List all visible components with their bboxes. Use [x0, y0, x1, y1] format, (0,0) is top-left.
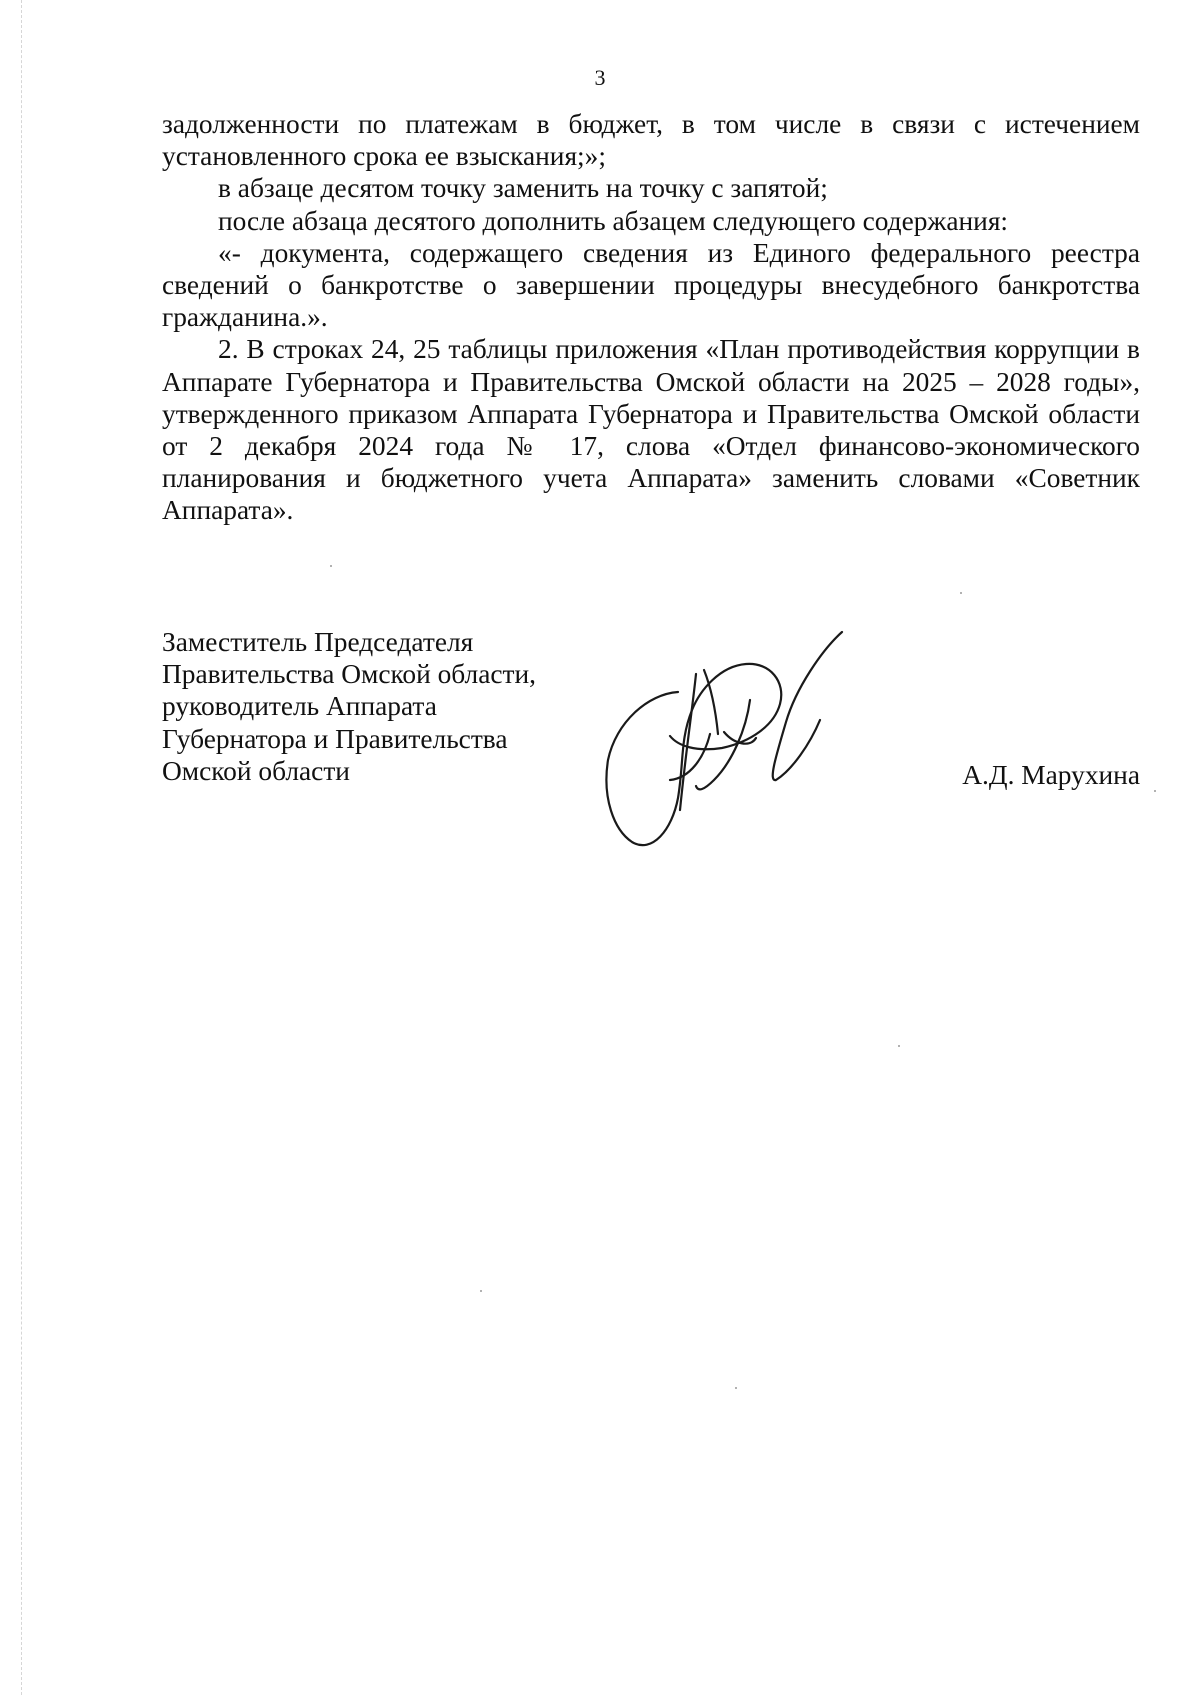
signatory-title — [162, 626, 582, 787]
scan-speck — [330, 565, 332, 567]
scan-speck — [898, 1045, 900, 1047]
signer-name: А.Д. Марухина — [962, 760, 1140, 790]
signatory-line: руководитель Аппарата — [162, 691, 437, 722]
document-body — [162, 108, 1140, 527]
paragraph-amendment-2: после абзаца десятого дополнить абзацем следующего содержания: — [218, 205, 1009, 236]
signatory-line: Заместитель Председателя — [162, 627, 474, 657]
scan-edge-line — [21, 0, 22, 1695]
scan-speck — [735, 1387, 737, 1389]
paragraph-amendment-1: в абзаце десятом точку заменить на точку с запятой; — [218, 173, 828, 204]
scan-speck — [480, 1290, 482, 1292]
scan-speck — [1154, 790, 1156, 792]
page-number: 3 — [594, 65, 606, 90]
signatory-line: Правительства Омской области, — [162, 659, 537, 690]
paragraph-continuation: задолженности по платежам в бюджет, в том числе в связи с истечением установленного срока ее взыскания;»; — [162, 109, 1140, 172]
paragraph-item-2: 2. В строках 24, 25 таблицы приложения «План противодействия коррупции в Аппарате Губернатора и Правительства Омской области на 2025 – 2028 годы», утвержденного приказом Аппарата Губернатора и Правительства Омской области от 2 декабря 2024 года № 17, слова «Отдел финансово-экономического планирования и бюджетного учета Аппарата» заменить словами «Советник Аппарата». — [162, 334, 1140, 526]
paragraph-quoted-addition: «- документа, содержащего сведения из Единого федерального реестра сведений о банкротстве о завершении процедуры внесудебного банкротства гражданина.». — [162, 237, 1140, 333]
handwritten-signature — [600, 630, 850, 860]
signatory-line: Губернатора и Правительства — [162, 723, 508, 754]
signatory-line: Омской области — [162, 755, 350, 786]
scan-speck — [960, 592, 962, 594]
